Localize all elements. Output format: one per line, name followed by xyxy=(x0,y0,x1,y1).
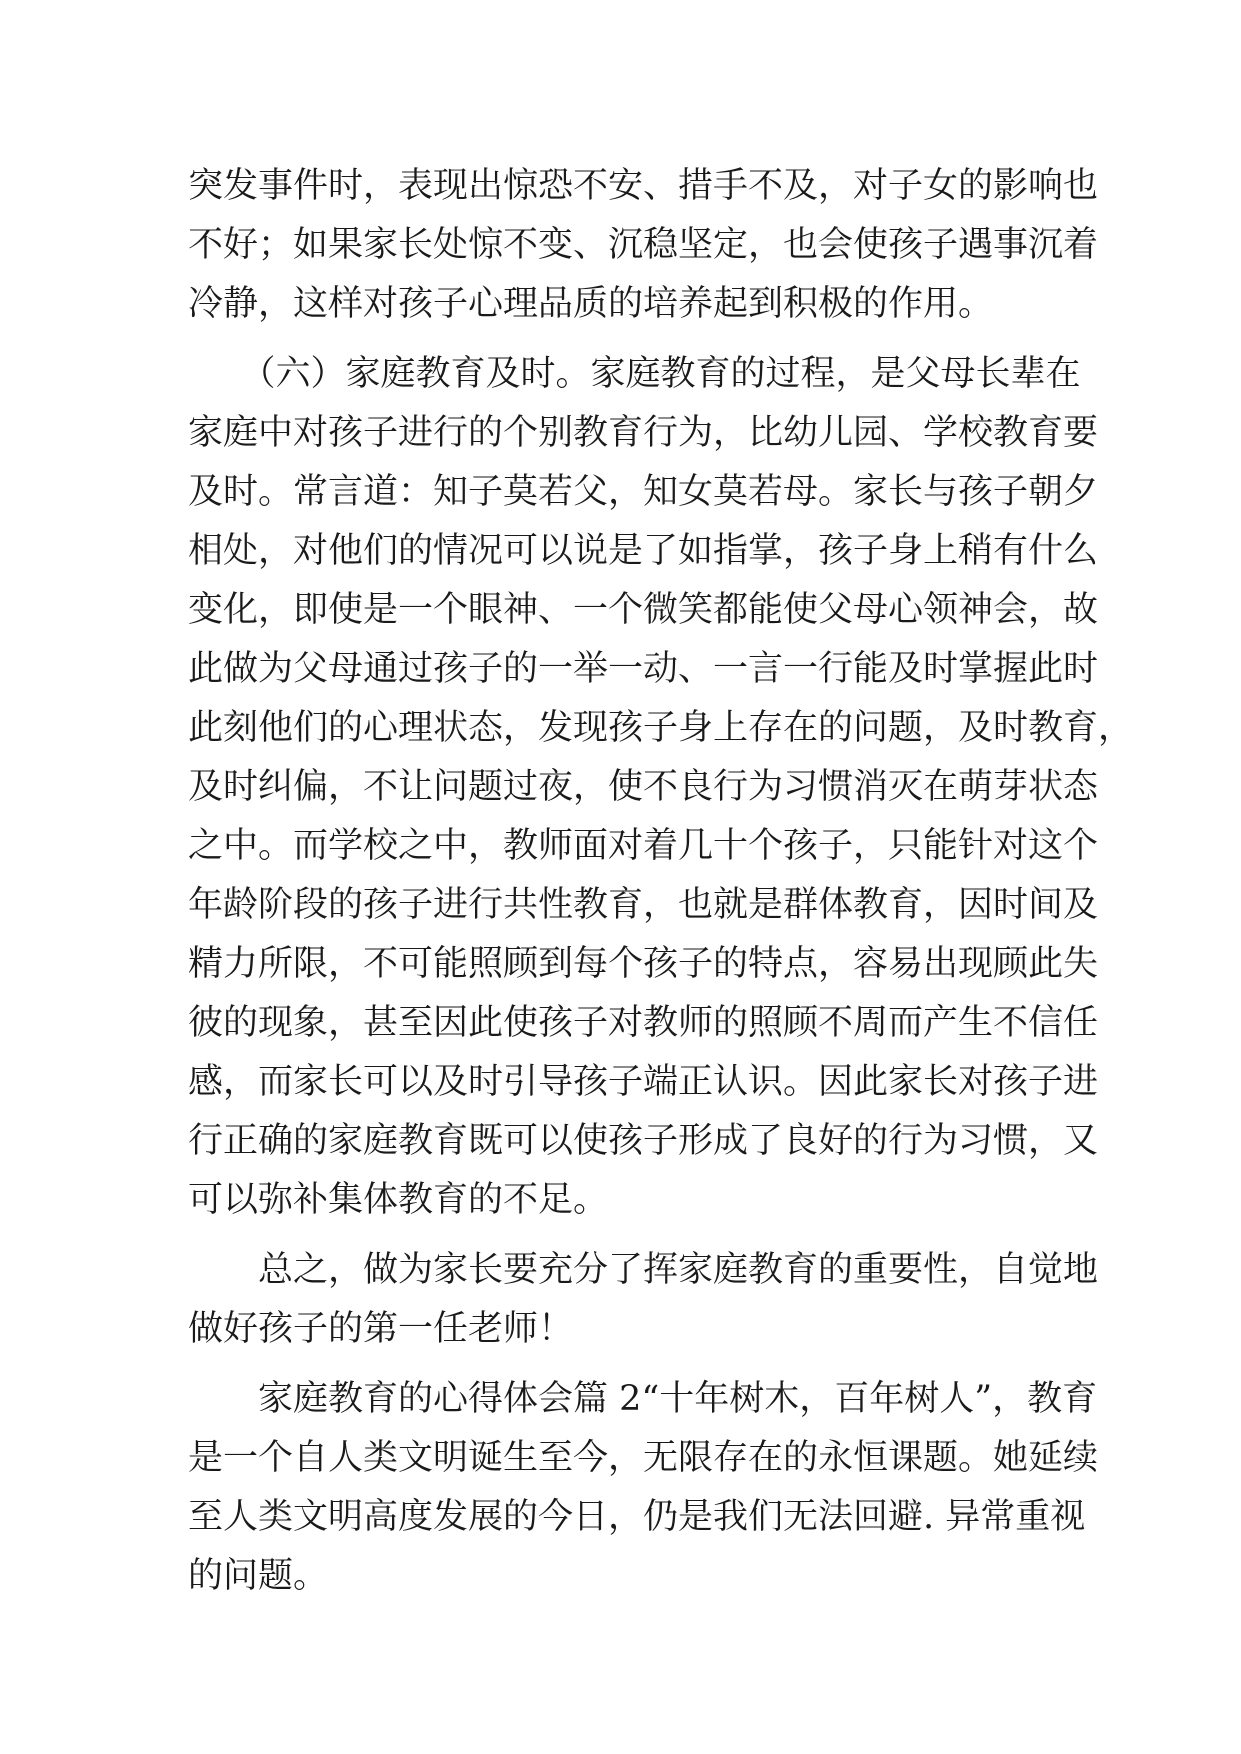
paragraph-spacer xyxy=(188,1359,1048,1370)
text-line: 此做为父母通过孩子的一举一动、一言一行能及时掌握此时 xyxy=(188,649,1099,689)
text-line: 可以弥补集体教育的不足。 xyxy=(188,1180,609,1220)
text-line: 变化，即使是一个眼神、一个微笑都能使父母心领神会，故 xyxy=(188,590,1099,630)
document-body xyxy=(188,157,1134,1606)
text-line: 行正确的家庭教育既可以使孩子形成了良好的行为习惯，又 xyxy=(188,1121,1099,1161)
paragraph-3 xyxy=(188,1241,1099,1359)
text-line: 家庭中对孩子进行的个别教育行为，比幼儿园、学校教育要 xyxy=(188,413,1099,453)
text-line: 突发事件时，表现出惊恐不安、措手不及，对子女的影响也 xyxy=(188,166,1099,206)
text-line: （六）家庭教育及时。家庭教育的过程，是父母长辈在 xyxy=(188,354,1081,394)
text-line: 冷静，这样对孩子心理品质的培养起到积极的作用。 xyxy=(188,284,994,324)
text-line: 年龄阶段的孩子进行共性教育，也就是群体教育，因时间及 xyxy=(188,885,1099,925)
text-line: 是一个自人类文明诞生至今，无限存在的永恒课题。她延续 xyxy=(188,1438,1099,1478)
text-line: 感，而家长可以及时引导孩子端正认识。因此家长对孩子进 xyxy=(188,1062,1099,1102)
text-line: 相处，对他们的情况可以说是了如指掌，孩子身上稍有什么 xyxy=(188,531,1099,571)
text-line: 的问题。 xyxy=(188,1556,329,1596)
paragraph-4 xyxy=(188,1370,1099,1606)
text-line: 精力所限，不可能照顾到每个孩子的特点，容易出现顾此失 xyxy=(188,944,1099,984)
text-line: 家庭教育的心得体会篇 2“十年树木，百年树人”，教育 xyxy=(188,1379,1098,1419)
text-line: 总之，做为家长要充分了挥家庭教育的重要性，自觉地 xyxy=(188,1250,1099,1290)
paragraph-1 xyxy=(188,157,1099,334)
paragraph-2 xyxy=(188,345,1134,1230)
text-line: 此刻他们的心理状态，发现孩子身上存在的问题，及时教育， xyxy=(188,708,1134,748)
paragraph-spacer xyxy=(188,1230,1048,1241)
text-line: 彼的现象，甚至因此使孩子对教师的照顾不周而产生不信任 xyxy=(188,1003,1099,1043)
text-line: 之中。而学校之中，教师面对着几十个孩子，只能针对这个 xyxy=(188,826,1099,866)
text-line: 及时。常言道：知子莫若父，知女莫若母。家长与孩子朝夕 xyxy=(188,472,1099,512)
text-line: 至人类文明高度发展的今日，仍是我们无法回避. 异常重视 xyxy=(188,1497,1086,1537)
text-line: 及时纠偏，不让问题过夜，使不良行为习惯消灭在萌芽状态 xyxy=(188,767,1099,807)
paragraph-spacer xyxy=(188,334,1048,345)
text-line: 做好孩子的第一任老师！ xyxy=(188,1309,574,1349)
text-line: 不好；如果家长处惊不变、沉稳坚定，也会使孩子遇事沉着 xyxy=(188,225,1099,265)
